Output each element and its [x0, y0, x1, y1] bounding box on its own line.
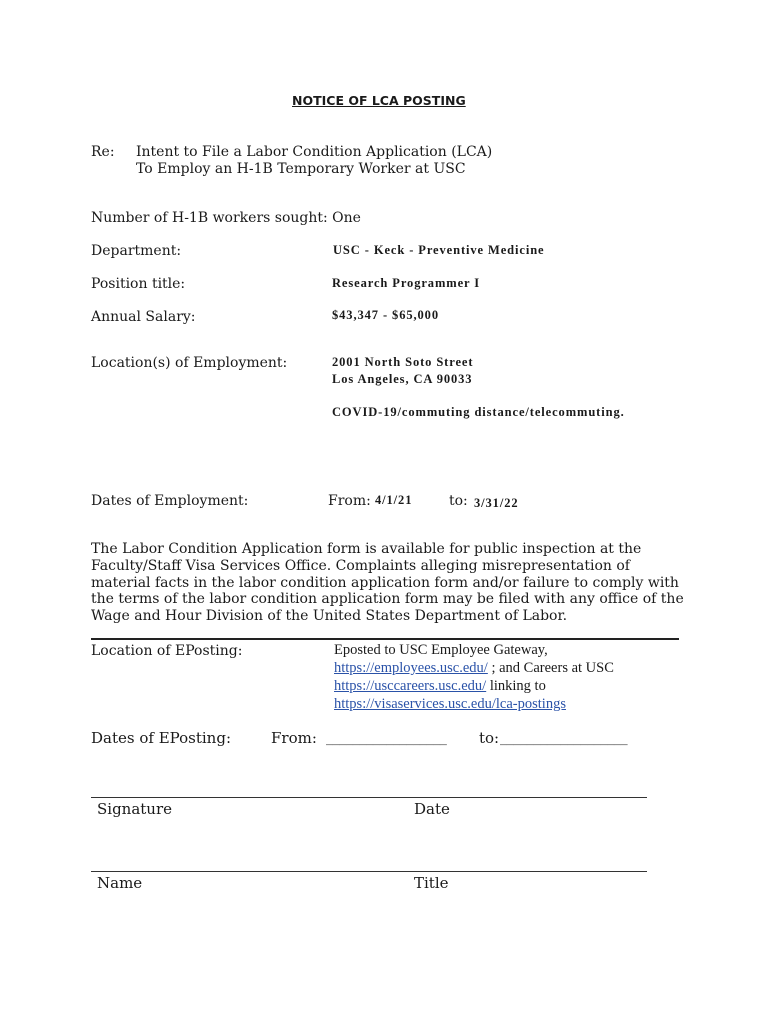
location-line-2: Los Angeles, CA 90033 [332, 372, 473, 386]
salary-label: Annual Salary: [91, 309, 196, 325]
eposting-line-2-suffix: ; and Careers at USC [487, 660, 614, 676]
employees-link[interactable]: https://employees.usc.edu/ [334, 660, 488, 676]
dates-eposting-to-blank: ___________________ [500, 730, 628, 746]
dates-employment-from-value: 4/1/21 [375, 493, 413, 507]
re-line-2: To Employ an H-1B Temporary Worker at USC [136, 161, 466, 177]
signature-line [91, 797, 647, 798]
date-label: Date [414, 800, 450, 818]
dates-eposting-label: Dates of EPosting: [91, 729, 231, 747]
location-line-1: 2001 North Soto Street [332, 355, 474, 369]
dates-eposting-from-blank: __________________ [326, 730, 447, 746]
eposting-line-4 [334, 695, 566, 713]
dates-employment-to-label: to: [449, 493, 468, 509]
eposting-line-3 [334, 677, 546, 695]
position-value: Research Programmer I [332, 276, 481, 290]
dates-employment-label: Dates of Employment: [91, 493, 249, 509]
eposting-line-2 [334, 659, 614, 677]
dates-eposting-from-label: From: [271, 729, 317, 747]
dates-employment-from-label: From: [328, 493, 371, 509]
signature-label: Signature [97, 800, 173, 818]
dates-employment-to-value: 3/31/22 [474, 496, 519, 510]
re-line-1: Intent to File a Labor Condition Application (LCA) [136, 144, 493, 160]
name-line [91, 871, 647, 872]
page-title: NOTICE OF LCA POSTING [292, 93, 466, 108]
complaint-paragraph: The Labor Condition Application form is available for public inspection at the Faculty/Staff Visa Services Office. Complaints alleging misrepresentation of material facts in the labor condition application form and/or failure to comply with the terms of the labor condition application form may be filed with any office of the Wage and Hour Division of the United States Department of Labor. [91, 541, 684, 625]
visaservices-link[interactable]: https://visaservices.usc.edu/lca-postings [334, 696, 566, 712]
location-note: COVID-19/commuting distance/telecommuting. [332, 405, 625, 419]
department-label: Department: [91, 243, 182, 259]
section-divider [91, 638, 679, 640]
name-label: Name [97, 874, 143, 892]
workers-sought: Number of H-1B workers sought: One [91, 210, 361, 226]
salary-value: $43,347 - $65,000 [332, 308, 439, 322]
eposting-line-1: Eposted to USC Employee Gateway, [334, 642, 548, 658]
position-label: Position title: [91, 276, 186, 292]
dates-eposting-to-label: to: [479, 729, 500, 747]
title-label: Title [414, 874, 449, 892]
eposting-line-3-suffix: linking to [486, 678, 546, 694]
department-value: USC - Keck - Preventive Medicine [333, 243, 545, 257]
eposting-label: Location of EPosting: [91, 643, 243, 659]
location-label: Location(s) of Employment: [91, 355, 288, 371]
careers-link[interactable]: https://usccareers.usc.edu/ [334, 678, 487, 694]
re-label: Re: [91, 144, 115, 160]
